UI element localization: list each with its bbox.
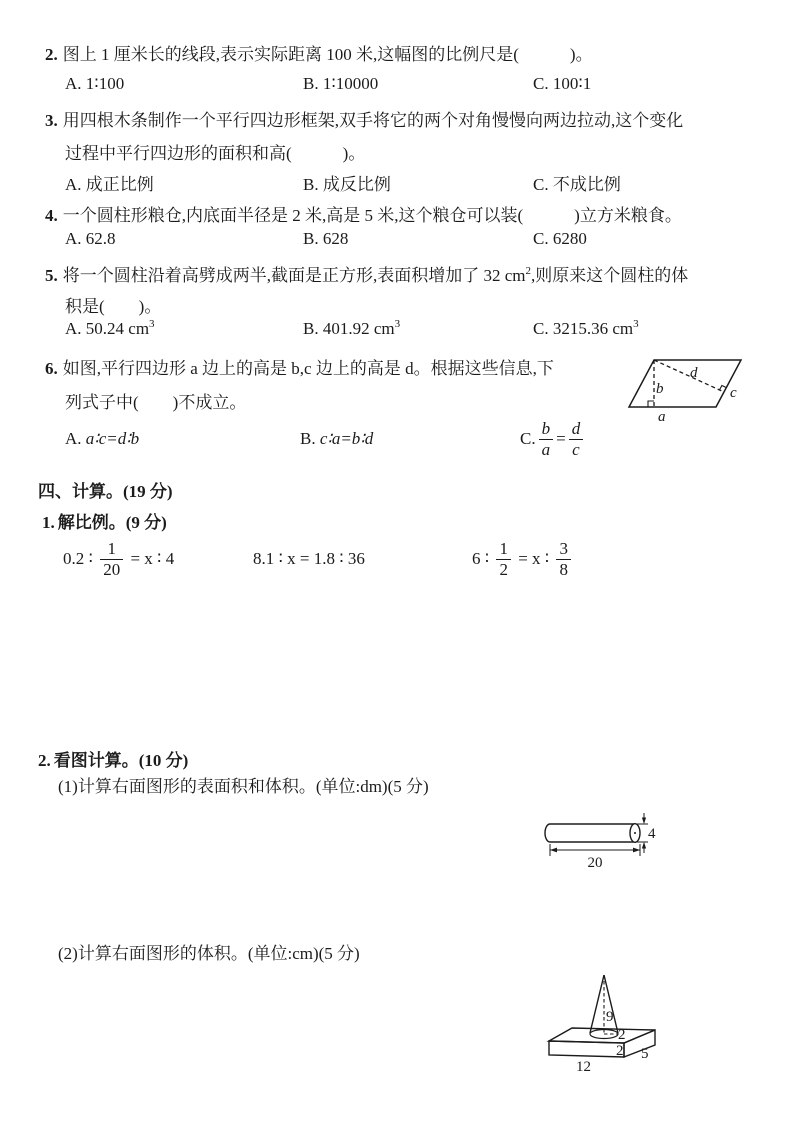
subsection-2-number: 2. <box>38 751 51 770</box>
question-3-number: 3. <box>45 111 58 130</box>
question-6-option-a <box>65 414 139 464</box>
equation-3-pre: 6 ∶ <box>472 549 494 568</box>
equals-sign: = <box>556 429 566 448</box>
question-5-option-c-sup: 3 <box>633 318 639 330</box>
fraction-numerator: 1 <box>499 538 508 558</box>
equation-2: 8.1 ∶ x = 1.8 ∶ 36 <box>253 549 365 568</box>
question-3-text-line2: 过程中平行四边形的面积和高( )。 <box>65 144 366 163</box>
question-6-option-c-label: C. <box>520 429 536 448</box>
section-4-heading: 四、计算。(19 分) <box>38 482 173 501</box>
question-5-option-a-sup: 3 <box>149 318 155 330</box>
question-3-body-line1: 用四根木条制作一个平行四边形框架,双手将它的两个对角慢慢向两边拉动,这个变化 <box>62 111 684 130</box>
question-5-option-c-text: C. 3215.36 cm <box>533 319 634 338</box>
question-4-text <box>45 201 682 226</box>
part-2-instruction: (2)计算右面图形的体积。(单位:cm)(5 分) <box>58 944 360 963</box>
subsection-2-title: 看图计算。(10 分) <box>53 751 189 770</box>
cone-radius-label: 2 <box>618 1027 626 1043</box>
box-width-label: 5 <box>641 1046 649 1062</box>
equation-3-mid: = x ∶ <box>513 549 554 568</box>
question-6-option-b <box>300 414 373 464</box>
box-front-face <box>549 1041 624 1057</box>
fraction-3-over-8 <box>556 539 571 579</box>
question-3-option-b: B. 成反比例 <box>303 175 391 194</box>
label-a: a <box>658 409 666 425</box>
cylinder-left-cap <box>545 824 550 842</box>
fraction-denominator: 8 <box>556 559 571 580</box>
question-5-option-b <box>303 319 400 339</box>
question-5-body-pre: 将一个圆柱沿着高劈成两半,截面是正方形,表面积增加了 32 cm <box>62 266 526 285</box>
box-length-label: 12 <box>576 1059 591 1075</box>
question-4-option-b: B. 628 <box>303 229 349 248</box>
fraction-denominator: 2 <box>496 559 511 580</box>
arrowhead-left <box>550 848 557 853</box>
cylinder-center-dot <box>634 832 636 834</box>
question-6-option-b-label: B. <box>300 429 316 448</box>
question-5-body-post: ,则原来这个圆柱的体 <box>531 266 689 285</box>
cone-on-box-figure <box>538 963 688 1081</box>
fraction-numerator: 1 <box>107 538 116 558</box>
question-5-superscript: 2 <box>525 265 532 277</box>
question-6-number: 6. <box>45 359 58 378</box>
label-c: c <box>730 385 737 401</box>
question-2-option-a: A. 1∶100 <box>65 74 125 93</box>
cylinder-length-label: 20 <box>587 855 603 871</box>
fraction-denominator: a <box>539 439 554 460</box>
question-6-option-b-expression: c∶a=b∶d <box>319 429 374 448</box>
question-6-option-a-expression: a∶c=d∶b <box>85 429 140 448</box>
question-2-text <box>45 40 593 65</box>
question-3-text-line1 <box>45 106 683 131</box>
box-height-label: 2 <box>616 1043 624 1059</box>
question-4-option-a: A. 62.8 <box>65 229 116 248</box>
cone-height-label: 9 <box>606 1009 614 1025</box>
cylinder-figure <box>538 810 663 872</box>
question-5-text-line2: 积是( )。 <box>65 297 162 316</box>
question-4-number: 4. <box>45 206 58 225</box>
subsection-2-heading <box>38 746 188 771</box>
question-5-option-c <box>533 319 639 339</box>
fraction-d-over-c <box>569 419 584 459</box>
fraction-numerator: 3 <box>559 538 568 558</box>
equation-1 <box>63 532 174 586</box>
question-6-text-line2: 列式子中( )不成立。 <box>65 393 247 412</box>
question-5-option-b-text: B. 401.92 cm <box>303 319 395 338</box>
question-5-option-b-sup: 3 <box>394 318 401 330</box>
question-5-option-a-text: A. 50.24 cm <box>65 319 150 338</box>
part-1-instruction: (1)计算右面图形的表面积和体积。(单位:dm)(5 分) <box>58 777 429 796</box>
parallelogram-shape <box>629 360 741 407</box>
question-3-option-c: C. 不成比例 <box>533 175 621 194</box>
question-5-number: 5. <box>45 266 58 285</box>
fraction-b-over-a <box>539 419 554 459</box>
cone-left-side <box>590 975 604 1033</box>
cylinder-diameter-label: 4 <box>648 826 656 842</box>
question-2-body: 图上 1 厘米长的线段,表示实际距离 100 米,这幅图的比例尺是( )。 <box>62 45 593 64</box>
question-2-option-b: B. 1∶10000 <box>303 74 379 93</box>
label-b: b <box>656 381 664 397</box>
equation-1-post: = x ∶ 4 <box>126 549 175 568</box>
fraction-denominator: c <box>569 439 583 460</box>
fraction-numerator: d <box>571 418 581 438</box>
label-d: d <box>690 365 698 381</box>
fraction-1-over-2 <box>496 539 511 579</box>
subsection-1-title: 解比例。(9 分) <box>57 513 167 532</box>
height-d-dashed-line <box>654 360 724 392</box>
fraction-denominator: 20 <box>100 559 123 580</box>
question-6-body-line1: 如图,平行四边形 a 边上的高是 b,c 边上的高是 d。根据这些信息,下 <box>62 359 554 378</box>
box-right-face <box>624 1030 655 1057</box>
parallelogram-figure <box>618 346 778 426</box>
question-2-option-c: C. 100∶1 <box>533 74 592 93</box>
question-4-option-c: C. 6280 <box>533 229 587 248</box>
question-4-body: 一个圆柱形粮仓,内底面半径是 2 米,高是 5 米,这个粮仓可以装( )立方米粮食。 <box>62 206 682 225</box>
question-6-option-a-label: A. <box>65 429 82 448</box>
equation-3 <box>472 532 574 586</box>
question-5-text-line1 <box>45 261 688 286</box>
right-angle-mark-base <box>648 401 654 407</box>
subsection-1-heading <box>42 508 167 533</box>
fraction-1-over-20 <box>100 539 123 579</box>
question-2-number: 2. <box>45 45 58 64</box>
question-5-option-a <box>65 319 155 339</box>
equation-1-pre: 0.2 ∶ <box>63 549 98 568</box>
diameter-arrowhead-top <box>642 818 646 825</box>
question-6-text-line1 <box>45 354 554 379</box>
question-3-option-a: A. 成正比例 <box>65 175 154 194</box>
question-6-option-c <box>520 414 586 464</box>
diameter-arrowhead-bottom <box>642 842 646 849</box>
fraction-numerator: b <box>541 418 551 438</box>
subsection-1-number: 1. <box>42 513 55 532</box>
arrowhead-right <box>633 848 640 853</box>
